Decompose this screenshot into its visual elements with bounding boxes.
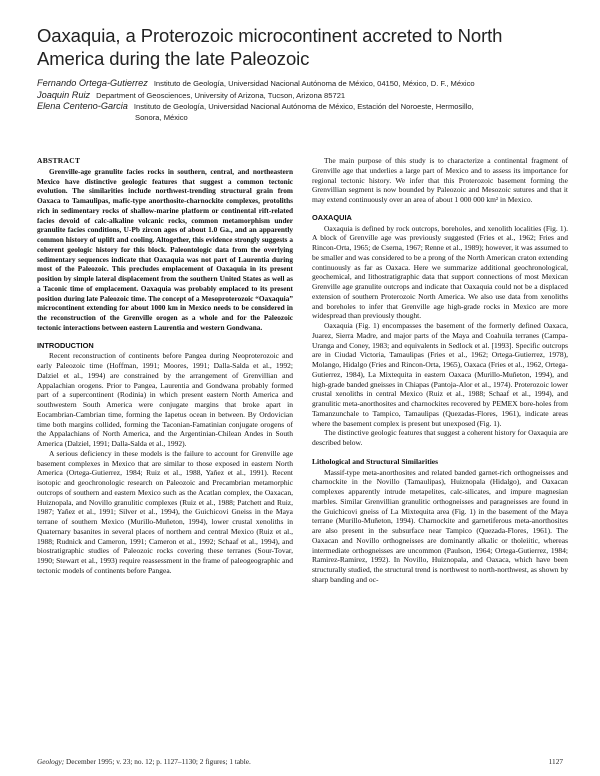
introduction-heading: INTRODUCTION [37, 340, 94, 350]
page-footer [37, 757, 563, 766]
footer-journal: Geology; [37, 757, 65, 766]
paragraph: The distinctive geologic features that suggest a coherent history for Oaxaquia are described below. [312, 428, 568, 447]
author-entry [37, 78, 577, 90]
paragraph: Recent reconstruction of continents before Pangea during Neoproterozoic and early Paleozoic time (Hoffman, 1991; Moores, 1991; Dalla-Salda et al., 1992; Dalziel et al., 1994) are constrained by the arrangement of Grenvillian and Appalachian orogens. Prior to Pangea, Laurentia and Gondwana probably formed part of a supercontinent (Rodinia) in which present eastern North America and southwestern South America were conjugate margins that broke apart in Eocambrian-Cambrian time, forming the Iapetus ocean in between. By Ordovician time both margins collided, forming the Taconian-Famatinian conjugate orogens of the Appalachians of North America, and the Argentinian-Chilean Andes in South America (Dalziel, 1991; Dalla-Salda et al., 1992). [37, 351, 293, 448]
author-affiliation: Instituto de Geología, Universidad Nacional Autónoma de México, 04150, México, D. F., México [153, 79, 475, 88]
author-entry [37, 101, 577, 113]
footer-citation: December 1995; v. 23; no. 12; p. 1127–1130; 2 figures; 1 table. [64, 757, 251, 766]
paragraph: A serious deficiency in these models is the failure to account for Grenville age basement complexes in Mexico that are similar to those exposed in eastern North America (Ortega-Gutierrez, 1984; Ruiz et al., 1988, Yañez et al., 1991). Recent isotopic and geochronologic research on Paleozoic and Precambrian metamorphic outcrops of southern and eastern Mexico such as the Acatlan complex, the Oaxacan, Huiznopala, and Novillo granulitic complexes (Ruiz et al., 1988; Patchett and Ruiz, 1987; Yañez et al., 1991; Silver et al., 1994), the Guichicovi Gneiss in the Maya terrane of southern Mexico (Murillo-Muñeton, 1994), lower crustal xenoliths in Quaternary basanites in several places of northern and central Mexico (Ruiz et al., 1988; Rudnick and Cameron, 1991; Cameron et al., 1992; Schaaf et al., 1994), and biostratigraphic studies of Paleozoic rocks covering these terranes (Sour-Tovar, 1990; Stewart et al., 1993) require reassessment in the frame of paleogeographic and tectonic models of continents before Pangea. [37, 448, 293, 575]
author-affiliation-continued: Sonora, México [135, 112, 188, 122]
page-number: 1127 [548, 757, 563, 766]
paragraph: Massif-type meta-anorthosites and related banded garnet-rich orthogneisses and charnockite in the Novillo (Tamaulipas), Huiznopala (Hidalgo), and Oaxacan complexes apparently intrude metapelites, calc-silicates, and impure magnesian marbles. Similar Grenvillian granulitic orthogneisses and paragneisses are found in the Guichicovi gneiss of La Mixtequita area (Fig. 1) in the basement of the Maya terrane (Murillo-Muñeton, 1994). Charnockite and garnetiferous meta-anorthosites are also present in the subsurface near Tampico (Quezada-Flores, 1961). The Oaxacan and Novillo orthogneisses are dominantly alkalic or tholeiitic, whereas intermediate orthogneisses are uncommon (Paulson, 1964; Ortega-Gutierrez, 1984; Ramirez-Ramirez, 1992). In Novillo, Huiznopala, and Oaxaca, which have been structurally studied, the structural trend is northwest to north-northwest, as shown by sharp banding and oc- [312, 467, 568, 584]
paragraph: The main purpose of this study is to characterize a continental fragment of Grenville age that underlies a large part of Mexico and to assess its importance for regional tectonic history. We infer that this Proterozoic basement forming the Grenvillian segment is now bounded by Paleozoic and Mesozoic sutures and that it may extend continuously over an area of about 1 000 000 km² in Mexico. [312, 156, 568, 204]
right-column [312, 156, 568, 585]
paragraph: Oaxaquia is defined by rock outcrops, boreholes, and xenolith localities (Fig. 1). A block of Grenville age was previously suggested (Fries et al., 1962; Fries and Rincon-Orta, 1965; de Cserna, 1967; Renne et al., 1989); however, it was assumed to be smaller and was considered to be a prong of the North American craton extending continuously as far as Oaxaca. Here we summarize additional geochronological, geochemical, and lithostratigraphic data that support connections of most Mexican Grenville age granulite outcrops and indicate that Oaxaquia could not be a displaced extension of southern Proterozoic North America. We also use data from xenoliths and boreholes to infer that Grenville age high-grade rocks in Mexico are more widespread than previously thought. [312, 223, 568, 321]
author-entry [37, 90, 577, 102]
author-name: Elena Centeno-Garcia [37, 101, 128, 112]
lithology-heading: Lithological and Structural Similarities [312, 456, 439, 466]
abstract-heading: ABSTRACT [37, 156, 81, 165]
left-column [37, 156, 293, 576]
oaxaquia-heading: OAXAQUIA [312, 212, 352, 222]
author-affiliation: Instituto de Geología, Universidad Nacional Autónoma de México, Estación del Noroeste, Hermosillo, [133, 102, 474, 112]
author-name: Fernando Ortega-Gutierrez [37, 78, 148, 88]
author-affiliation: Department of Geosciences, University of Arizona, Tucson, Arizona 85721 [96, 90, 346, 100]
author-name: Joaquin Ruiz [37, 89, 91, 100]
paragraph: Oaxaquia (Fig. 1) encompasses the basement of the formerly defined Oaxaca, Juarez, Sierra Madre, and major parts of the Maya and Coahuila terranes (Campa-Uranga and Coney, 1983; and equivalents in Sedlock et al. [1993]. Specific outcrops are in Ciudad Victoria, Tamaulipas (Fries et al., 1962; Ortega-Gutierrez, 1978), Molango, Hidalgo (Fries and Rincon-Orta, 1965), Oaxaca (Fries et al., 1962, Ortega-Gutierrez, 1984), La Mixtequita in eastern Oaxaca (Murillo-Muñeton, 1994), and high-grade banded gneisses in Chiapas (Pantoja-Alor et al., 1974). Proterozoic lower crustal xenoliths in central Mexico (Ruiz et al., 1988; Schaaf et al., 1994), and granulitic meta-anorthosites and charnockites recovered by PEMEX bore-holes from Tamanzunchale to Tampico, Tamaulipas (Quezadas-Flores, 1961), indicate areas where the basement complex is present but unexposed (Fig. 1). [312, 321, 568, 428]
paper-title: Oaxaquia, a Proterozoic microcontinent accreted to North America during the late Paleozoic [37, 25, 503, 69]
author-block [37, 78, 577, 123]
abstract-text: Grenville-age granulite facies rocks in southern, central, and northeastern Mexico have distinctive geologic features that suggest a common tectonic evolution. The similarities include northwest-trending structural grain from Oaxaca to Tamaulipas, mafic-type anorthosite-charnockite complexes, protoliths rich in sedimentary rocks of shallow-marine platform or continental rift-related facies devoid of calc-alkaline volcanic rocks, common metamorphism under granulite facies conditions, U-Pb zircon ages of about 1.0 Ga., and an apparently common history of uplift and cooling. Altogether, this evidence strongly suggests a coherent geologic history for this block. Paleontologic data from the overlying sedimentary sequences indicate that Oaxaquia was not part of Laurentia during most of the Paleozoic. This precludes emplacement of Oaxaquia in its present position by simple lateral displacement from the southern United States as well as a Taconic time of emplacement. Oaxaquia was probably emplaced to its present position during late Paleozoic time. The concept of a Mesoproterozoic “Oaxaquia” microcontinent extending for about 1000 km in Mexico needs to be considered in the reconstruction of the Grenville orogen as a whole and for the Paleozoic tectonic interactions between eastern Laurentia and western Gondwana. [37, 166, 293, 332]
